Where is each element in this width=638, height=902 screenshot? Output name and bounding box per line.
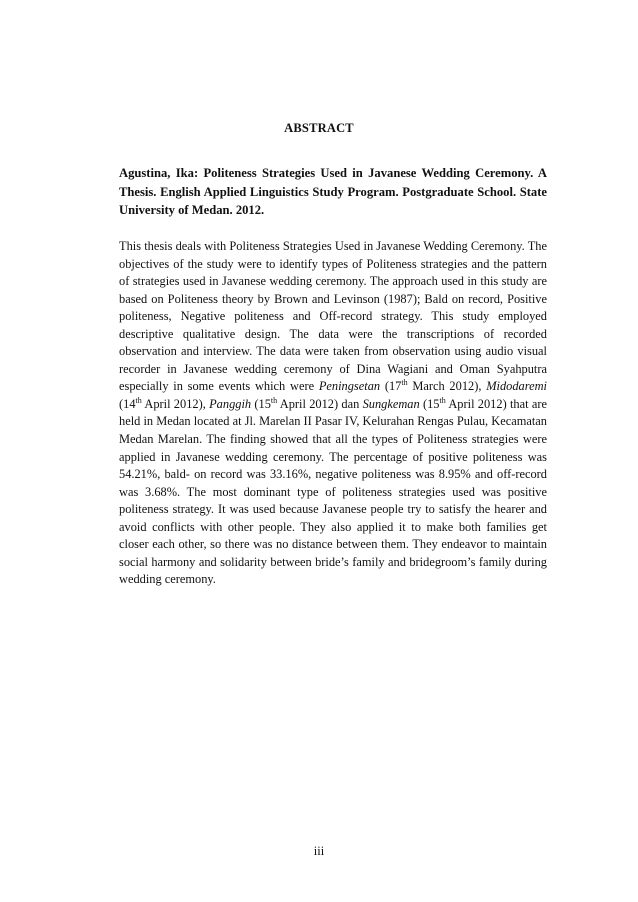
abstract-paragraph — [119, 238, 547, 589]
ordinal-suffix: th — [135, 395, 142, 405]
event-midodaremi-date-end: April 2012), — [141, 396, 210, 411]
abstract-text-part-1: This thesis deals with Politeness Strategies Used in Javanese Wedding Ceremony. The objectives of the study were to identify types of Politeness strategies and the pattern of strategies used in Javanese wedding ceremony. The approach used in this study are based on Politeness theory by Brown and Levinson (1987); Bald on record, Positive politeness, Negative politeness and Off-record strategy. This study employed descriptive qualitative design. The data were the transcriptions of recorded observation and interview. The data were taken from observation using audio visual recorder in Javanese wedding ceremony of Dina Wagiani and Oman Syahputra especially in some events which were — [119, 239, 547, 394]
abstract-heading: ABSTRACT — [284, 121, 354, 135]
ordinal-suffix: th — [401, 378, 408, 388]
event-panggih: Panggih — [209, 396, 252, 411]
ordinal-suffix: th — [439, 395, 446, 405]
event-sungkeman-date-start: (15 — [419, 396, 440, 411]
event-peningsetan-date-start: (17 — [380, 379, 402, 394]
event-peningsetan-date-end: March 2012), — [407, 379, 487, 394]
event-midodaremi-date-start: (14 — [119, 396, 136, 411]
ordinal-suffix: th — [270, 395, 278, 405]
abstract-text-part-2: April 2012) that are held in Medan located at Jl. Marelan II Pasar IV, Kelurahan Rengas Pulau, Kecamatan Medan Marelan. The finding showed that all the types of Politeness strategies were applied in Javanese wedding ceremony. The percentage of positive politeness was 54.21%, bald- on record was 33.16%, negative politeness was 8.95% and off-record was 3.68%. The most dominant type of politeness strategies used was positive politeness strategy. It was used because Javanese people try to satisfy the hearer and avoid conflicts with other people. They also applied it to make both families get closer each other, so there was no distance between them. They endeavor to maintain social harmony and solidarity between bride’s family and bridegroom’s family during wedding ceremony. — [119, 396, 547, 587]
page-number: iii — [313, 844, 325, 858]
event-sungkeman: Sungkeman — [362, 396, 420, 411]
event-midodaremi: Midodaremi — [486, 379, 547, 394]
thesis-citation: Agustina, Ika: Politeness Strategies Used in Javanese Wedding Ceremony. A Thesis. English Applied Linguistics Study Program. Postgraduate School. State University of Medan. 2012. — [119, 166, 547, 217]
event-panggih-date-end: April 2012) dan — [277, 396, 363, 411]
event-peningsetan: Peningsetan — [318, 379, 381, 394]
event-panggih-date-start: (15 — [251, 396, 271, 411]
